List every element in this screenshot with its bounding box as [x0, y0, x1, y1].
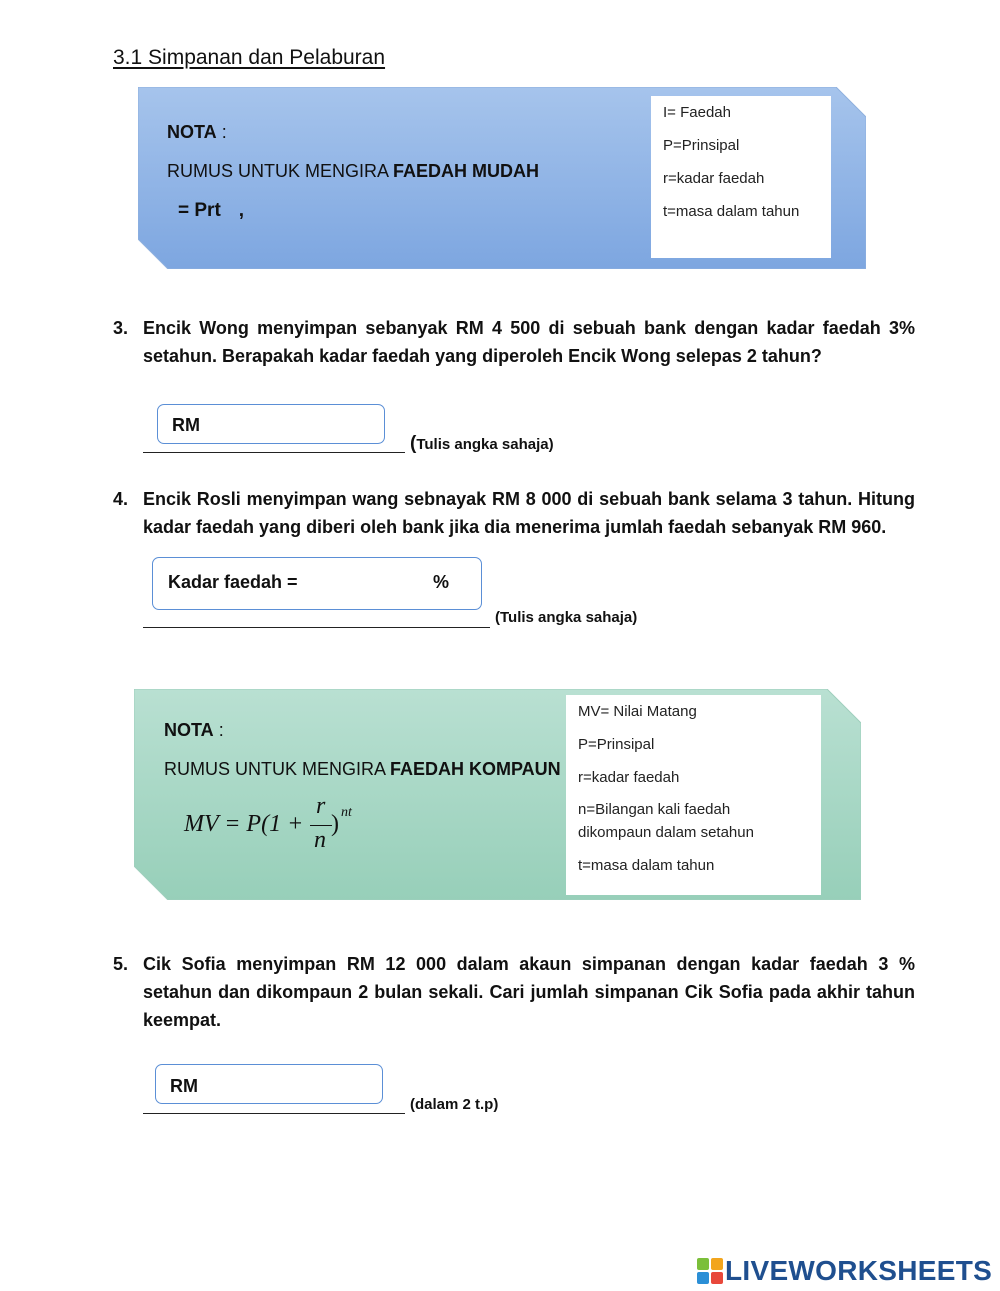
note-box-simple-interest: [138, 87, 866, 269]
note-label: NOTA :: [167, 122, 227, 142]
liveworksheets-logo: [697, 1254, 992, 1288]
answer-prefix: Kadar faedah =: [168, 572, 298, 592]
answer-underline: [143, 452, 405, 453]
question-3: [113, 314, 915, 370]
simple-interest-formula: = Prt ,: [178, 200, 245, 221]
question-5: [113, 950, 915, 1034]
answer-prefix: RM: [172, 415, 200, 435]
answer-hint: (Tulis angka sahaja): [410, 433, 554, 454]
answer-input-q3[interactable]: [214, 411, 378, 439]
answer-input-q5[interactable]: [212, 1072, 376, 1100]
answer-box-q4: [152, 557, 482, 610]
legend-item: n=Bilangan kali faedah: [578, 801, 731, 818]
answer-hint: (Tulis angka sahaja): [495, 609, 638, 626]
compound-interest-formula: MV = P(1 + r n ) nt: [184, 793, 352, 853]
brand-name: LIVEWORKSHEETS: [725, 1255, 993, 1286]
note-formula-heading: RUMUS UNTUK MENGIRA FAEDAH KOMPAUN: [164, 759, 561, 779]
question-text: Encik Rosli menyimpan wang sebnayak RM 8 000 di sebuah bank selama 3 tahun. Hitung kadar faedah yang diberi oleh bank jika dia menerima jumlah faedah sebanyak RM 960.: [143, 489, 915, 537]
question-text: Encik Wong menyimpan sebanyak RM 4 500 di sebuah bank dengan kadar faedah 3% setahun. Berapakah kadar faedah yang diperoleh Encik Wong selepas 2 tahun?: [143, 318, 915, 366]
answer-underline: [143, 627, 490, 628]
answer-hint: (dalam 2 t.p): [410, 1096, 499, 1113]
legend-item: MV= Nilai Matang: [578, 703, 697, 720]
legend-item: I= Faedah: [663, 104, 731, 121]
question-text: Cik Sofia menyimpan RM 12 000 dalam akaun simpanan dengan kadar faedah 3 % setahun dan dikompaun 2 bulan sekali. Cari jumlah simpanan Cik Sofia pada akhir tahun keempat.: [143, 954, 915, 1030]
note-box-compound-interest: [134, 689, 861, 900]
legend-item: P=Prinsipal: [663, 137, 740, 154]
answer-underline: [143, 1113, 405, 1114]
legend-item: P=Prinsipal: [578, 736, 655, 753]
question-number: 3.: [113, 318, 129, 338]
section-title: 3.1 Simpanan dan Pelaburan: [113, 46, 386, 69]
legend-item: t=masa dalam tahun: [578, 857, 715, 874]
liveworksheets-logo-icon: [697, 1258, 723, 1284]
question-4: [113, 485, 915, 541]
answer-suffix: %: [433, 572, 450, 592]
answer-box-q5: [155, 1064, 383, 1104]
note-formula-heading: RUMUS UNTUK MENGIRA FAEDAH MUDAH: [167, 161, 540, 181]
answer-input-q4[interactable]: [305, 570, 429, 598]
note-label: NOTA :: [164, 720, 224, 740]
legend-item: t=masa dalam tahun: [663, 203, 800, 220]
answer-prefix: RM: [170, 1076, 198, 1096]
note-legend: [651, 96, 831, 258]
legend-item: r=kadar faedah: [578, 769, 680, 786]
legend-item: dikompaun dalam setahun: [578, 824, 754, 841]
legend-item: r=kadar faedah: [663, 170, 765, 187]
answer-box-q3: [157, 404, 385, 444]
question-number: 4.: [113, 489, 129, 509]
question-number: 5.: [113, 954, 129, 974]
note-legend: [566, 695, 821, 895]
